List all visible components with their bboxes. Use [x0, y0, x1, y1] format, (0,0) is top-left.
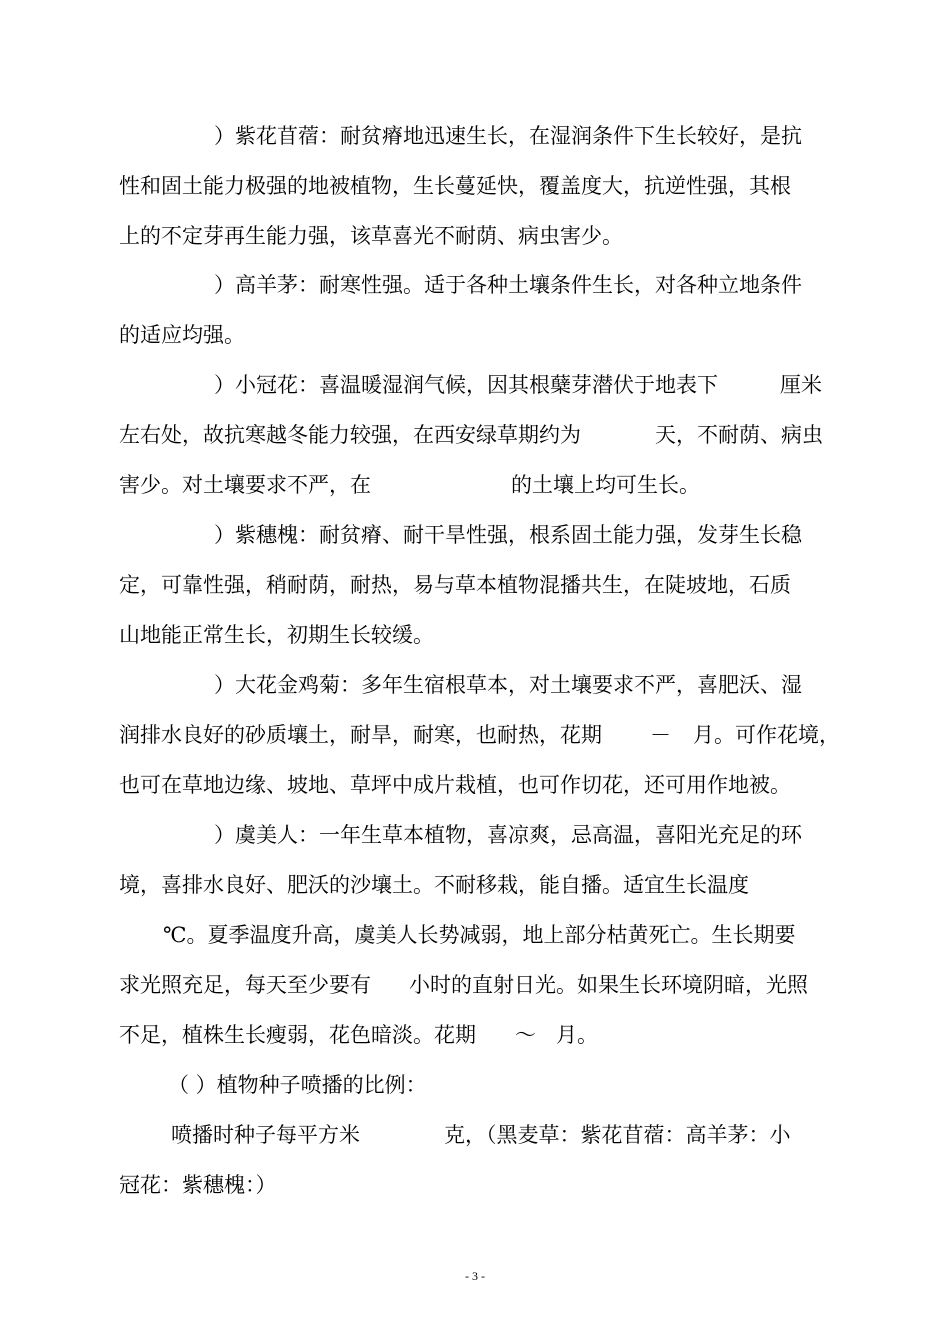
paragraph-line — [0, 469, 950, 501]
page-number: - 3 - — [465, 1269, 485, 1283]
line-text: － — [650, 723, 671, 747]
line-text: 冠花：紫穗槐：） — [119, 1173, 277, 1197]
line-text: 天，不耐荫、病虫 — [655, 423, 823, 447]
line-text: 厘米 — [780, 373, 822, 397]
line-text: 的适应均强。 — [119, 323, 245, 347]
line-text: 定，可靠性强，稍耐荫，耐热，易与草本植物混播共生，在陡坡地，石质 — [119, 573, 791, 597]
paragraph-line — [0, 819, 950, 851]
paragraph-line — [0, 1169, 950, 1201]
paragraph-line — [0, 170, 950, 202]
line-text: ）紫花苜蓿：耐贫瘠地迅速生长，在湿润条件下生长较好，是抗 — [214, 124, 802, 148]
paragraph-line — [0, 1069, 950, 1101]
line-text: 小时的直射日光。如果生长环境阴暗，光照 — [409, 973, 808, 997]
paragraph-line — [0, 319, 950, 351]
line-text: 求光照充足，每天至少要有 — [119, 973, 371, 997]
paragraph-line — [0, 619, 950, 651]
line-text: ～ — [515, 1023, 536, 1047]
line-text: 上的不定芽再生能力强，该草喜光不耐荫、病虫害少。 — [119, 224, 623, 248]
paragraph-line — [0, 519, 950, 551]
line-text: ℃。夏季温度升高，虞美人长势减弱，地上部分枯黄死亡。生长期要 — [163, 923, 796, 947]
paragraph-line — [0, 269, 950, 301]
paragraph-line — [0, 869, 950, 901]
line-text: ）高羊茅：耐寒性强。适于各种土壤条件生长，对各种立地条件 — [214, 273, 802, 297]
line-text: ）小冠花：喜温暖湿润气候，因其根蘖芽潜伏于地表下 — [214, 373, 718, 397]
line-text: 月。可作花境， — [693, 723, 840, 747]
line-text: 不足，植株生长瘦弱，花色暗淡。花期 — [119, 1023, 476, 1047]
paragraph-line — [0, 1119, 950, 1151]
paragraph-line — [0, 1019, 950, 1051]
line-text: 润排水良好的砂质壤土，耐旱，耐寒，也耐热，花期 — [119, 723, 602, 747]
line-text: ）紫穗槐：耐贫瘠、耐干旱性强，根系固土能力强，发芽生长稳 — [214, 523, 802, 547]
paragraph-line — [0, 719, 950, 751]
line-text: 性和固土能力极强的地被植物，生长蔓延快，覆盖度大，抗逆性强，其根 — [119, 174, 791, 198]
line-text: 境，喜排水良好、肥沃的沙壤土。不耐移栽，能自播。适宜生长温度 — [119, 873, 749, 897]
paragraph-line — [0, 220, 950, 252]
paragraph-line — [0, 120, 950, 152]
paragraph-line — [0, 569, 950, 601]
line-text: 也可在草地边缘、坡地、草坪中成片栽植，也可作切花，还可用作地被。 — [119, 773, 791, 797]
paragraph-line — [0, 419, 950, 451]
line-text: 克，（黑麦草：紫花苜蓿：高羊茅：小 — [444, 1123, 791, 1147]
line-text: ）大花金鸡菊：多年生宿根草本，对土壤要求不严，喜肥沃、湿 — [214, 673, 802, 697]
line-text: 害少。对土壤要求不严，在 — [119, 473, 371, 497]
line-text: 喷播时种子每平方米 — [171, 1123, 360, 1147]
paragraph-line — [0, 969, 950, 1001]
paragraph-line — [0, 369, 950, 401]
line-text: ）虞美人：一年生草本植物，喜凉爽，忌高温，喜阳光充足的环 — [214, 823, 802, 847]
line-text: 的土壤上均可生长。 — [511, 473, 700, 497]
paragraph-line — [0, 669, 950, 701]
line-text: 山地能正常生长，初期生长较缓。 — [119, 623, 434, 647]
line-text: 月。 — [556, 1023, 598, 1047]
paragraph-line — [0, 769, 950, 801]
line-text: 左右处，故抗寒越冬能力较强，在西安绿草期约为 — [119, 423, 581, 447]
paragraph-line — [0, 919, 950, 951]
line-text: （ ）植物种子喷播的比例： — [168, 1073, 427, 1097]
